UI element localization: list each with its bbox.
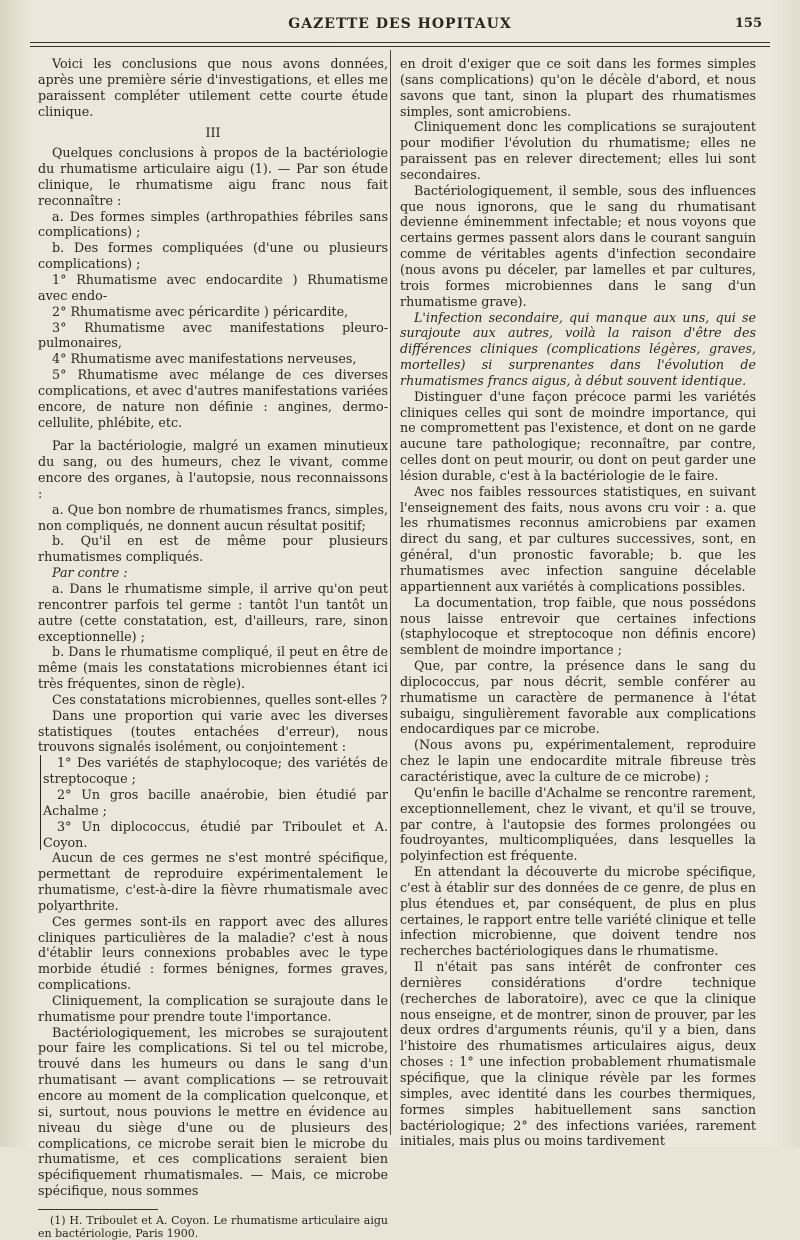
- paragraph: Voici les conclusions que nous avons données, après une première série d'investigations, et elles me paraissent compléter utilement cette courte étude clinique.: [38, 56, 388, 119]
- right-column: [400, 56, 756, 1149]
- paragraph: Par la bactériologie, malgré un examen minutieux du sang, ou des humeurs, chez le vivant, comme encore des organes, à l'autopsie, nous reconnaissons :: [38, 438, 388, 501]
- paragraph: Cliniquement, la complication se surajoute dans le rhumatisme pour prendre toute l'importance.: [38, 992, 388, 1024]
- list-item: b. Dans le rhumatisme compliqué, il peut en être de même (mais les constatations microbiennes étant ici très fréquentes, sinon de règle).: [38, 644, 388, 692]
- subheading: Par contre :: [52, 565, 128, 581]
- list-item: b. Des formes compliquées (d'une ou plusieurs complications) ;: [38, 240, 388, 272]
- journal-title: GAZETTE DES HOPITAUX: [288, 16, 512, 32]
- list-item: 1° Des variétés de staphylocoque; des variétés de streptocoque ;: [43, 755, 388, 787]
- list-item: a. Que bon nombre de rhumatismes francs, simples, non compliqués, ne donnent aucun résultat positif;: [38, 501, 388, 533]
- section-number: III: [205, 125, 221, 141]
- list-item: 1° Rhumatisme avec endocardite ) Rhumatisme avec endo-: [38, 271, 388, 303]
- paragraph: (Nous avons pu, expérimentalement, reproduire chez le lapin une endocardite mitrale fibreuse très caractéristique, avec la culture de ce microbe) ;: [400, 737, 756, 784]
- paragraph: Ces germes sont-ils en rapport avec des allures cliniques particulières de la maladie? c'est à nous d'établir leurs connexions probables avec le type morbide étudié : formes bénignes, formes graves, complications.: [38, 913, 388, 993]
- footnote: (1) H. Triboulet et A. Coyon. Le rhumatisme articulaire aigu en bactériologie, Paris 1900.: [38, 1213, 388, 1240]
- left-column: [38, 56, 388, 1240]
- paragraph: Distinguer d'une façon précoce parmi les variétés cliniques celles qui sont de moindre importance, qui ne compromettent pas l'existence, et dont on ne garde aucune tare pathologique; reconnaître, par contre, celles dont on peut mourir, ou dont on peut garder une lésion durable, c'est à la bactériologie de le faire.: [400, 388, 756, 483]
- list-item: 3° Un diplococcus, étudié par Triboulet et A. Coyon.: [43, 818, 388, 850]
- paragraph: Qu'enfin le bacille d'Achalme se rencontre rarement, exceptionnellement, chez le vivant, et qu'il se trouve, par contre, à l'autopsie des formes prolongées ou foudroyantes, multicompliquées, dans lesquelles la polyinfection est fréquente.: [400, 784, 756, 864]
- paragraph: Bactériologiquement, il semble, sous des influences que nous ignorons, que le sang du rhumatisant devienne éminemment infectable; et nous voyons que certains germes passent alors dans le courant sanguin comme de véritables agents d'infection secondaire (nous avons pu déceler, par lamelles et par cultures, trois formes microbiennes dans le sang d'un rhumatisme grave).: [400, 182, 756, 309]
- list-item: 3° Rhumatisme avec manifestations pleuro-pulmonaires,: [38, 319, 388, 351]
- list-item: 5° Rhumatisme avec mélange de ces diverses complications, et avec d'autres manifestations variées encore, de nature non définie : angines, dermo-cellulite, phlébite, etc.: [38, 367, 388, 430]
- page-header: [30, 12, 770, 38]
- column-divider: [390, 50, 391, 1135]
- list-item: a. Dans le rhumatisme simple, il arrive qu'on peut rencontrer parfois tel germe : tantôt l'un tantôt un autre (cette constatation, est, d'ailleurs, rare, sinon exceptionnelle) ;: [38, 581, 388, 644]
- list-item: b. Qu'il en est de même pour plusieurs rhumatismes compliqués.: [38, 533, 388, 565]
- paragraph: Que, par contre, la présence dans le sang du diplococcus, par nous décrit, semble conférer au rhumatisme un caractère de permanence à l'état subaigu, singulièrement favorable aux complications endocardiques par ce microbe.: [400, 658, 756, 737]
- paragraph: La documentation, trop faible, que nous possédons nous laisse entrevoir que certaines infections (staphylocoque et streptocoque non définis encore) semblent de moindre importance ;: [400, 594, 756, 658]
- section-heading-paragraph: Quelques conclusions à propos de la bactériologie du rhumatisme articulaire aigu (1). — Par son étude clinique, le rhumatisme aigu franc nous fait reconnaître :: [38, 145, 388, 208]
- germ-list: [40, 755, 388, 850]
- paragraph: L'infection secondaire, qui manque aux uns, qui se surajoute aux autres, voilà la raison d'être des différences cliniques (complications légères, graves, mortelles) si surprenantes dans l'évolution de rhumatismes francs aigus, à début souvent identique.: [400, 309, 756, 388]
- paragraph: Bactériologiquement, les microbes se surajoutent pour faire les complications. Si tel ou tel microbe, trouvé dans les humeurs ou dans le sang d'un rhumatisant — avant complications — se retrouvait encore au moment de la complication quelconque, et si, surtout, nous pouvions le mettre en évidence au niveau du siège d'une ou de plusieurs des complications, ce microbe serait bien le microbe du rhumatisme, et ces complications seraient bien spécifiquement rhumatismales. — Mais, ce microbe spécifique, nous sommes: [38, 1024, 388, 1199]
- paragraph: En attendant la découverte du microbe spécifique, c'est à établir sur des données de ce genre, de plus en plus étendues et, par conséquent, de plus en plus certaines, le rapport entre telle variété clinique et telle infection microbienne, que doivent tendre nos recherches bactériologiques dans le rhumatisme.: [400, 864, 756, 959]
- list-item: 2° Un gros bacille anaérobie, bien étudié par Achalme ;: [43, 786, 388, 818]
- page-number: 155: [734, 16, 762, 31]
- paragraph: Aucun de ces germes ne s'est montré spécifique, permettant de reproduire expérimentalement le rhumatisme, c'est-à-dire la fièvre rhumatismale avec polyarthrite.: [38, 850, 388, 913]
- list-item: 4° Rhumatisme avec manifestations nerveuses,: [52, 351, 357, 367]
- paragraph: Dans une proportion qui varie avec les diverses statistiques (toutes entachées d'erreur), nous trouvons signalés isolément, ou conjointement :: [38, 707, 388, 755]
- paragraph: Ces constatations microbiennes, quelles sont-elles ?: [52, 691, 388, 707]
- header-rule-top: [30, 42, 770, 43]
- list-item: a. Des formes simples (arthropathies fébriles sans complications) ;: [38, 208, 388, 240]
- paragraph: Cliniquement donc les complications se surajoutent pour modifier l'évolution du rhumatisme; elles ne paraissent pas en relever directement; elles lui sont secondaires.: [400, 119, 756, 182]
- paragraph: Avec nos faibles ressources statistiques, en suivant l'enseignement des faits, nous avons cru voir : a. que les rhumatismes reconnus amicrobiens par examen direct du sang, et par cultures successives, sont, en général, d'un pronostic favorable; b. que les rhumatismes avec infection sanguine décelable appartiennent aux variétés à complications possibles.: [400, 483, 756, 594]
- paragraph: Il n'était pas sans intérêt de confronter ces dernières considérations d'ordre technique (recherches de laboratoire), avec ce que la clinique nous enseigne, et de montrer, sinon de prouver, par les deux ordres d'arguments réunis, qu'il y a bien, dans l'histoire des rhumatismes articulaires aigus, deux choses : 1° une infection probablement rhumatismale spécifique, que la clinique révèle par les formes simples, avec identité dans les courbes thermiques, formes simples habituellement sans sanction bactériologique; 2° des infections variées, rarement initiales, mais plus ou moins tardivement: [400, 959, 756, 1149]
- paragraph: en droit d'exiger que ce soit dans les formes simples (sans complications) qu'on le décèle d'abord, et nous savons que tant, sinon la plupart des rhumatismes simples, sont amicrobiens.: [400, 56, 756, 119]
- footnote-rule: [38, 1209, 158, 1210]
- header-rule-bottom: [30, 46, 770, 47]
- list-item: 2° Rhumatisme avec péricardite ) péricardite,: [52, 303, 349, 319]
